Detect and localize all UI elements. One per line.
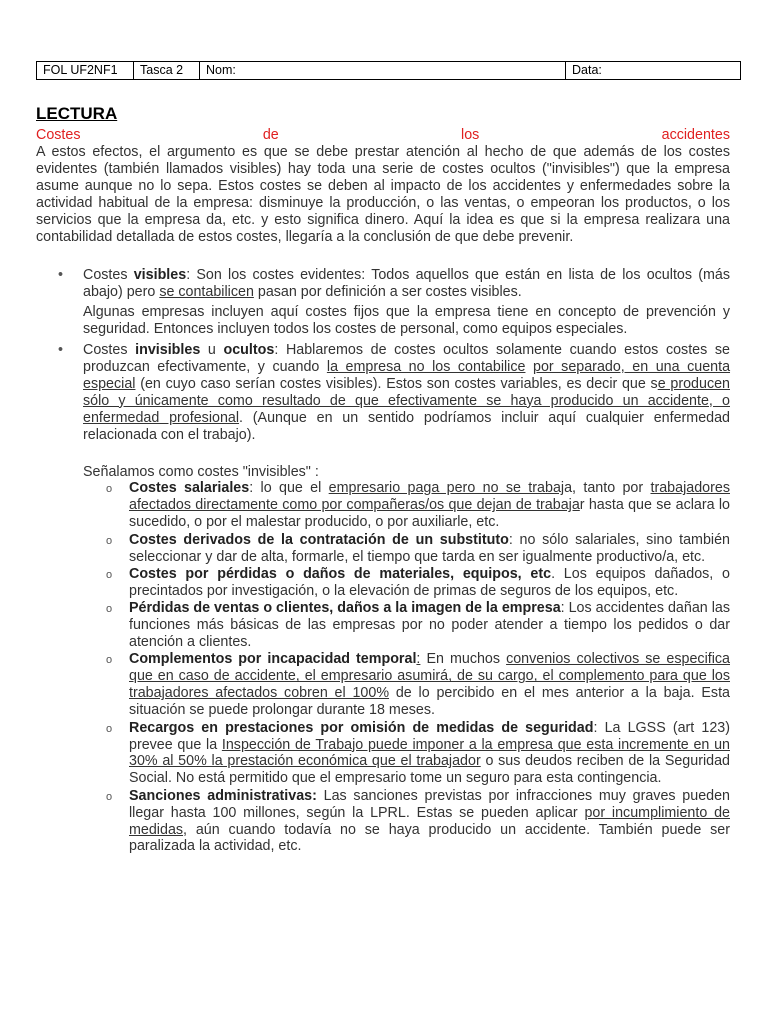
section-heading [36, 127, 730, 144]
intro-paragraph: A estos efectos, el argumento es que se debe prestar atención al hecho de que además de los costes evidentes (también llamados visibles) hay toda una serie de costes ocultos ("invisibles") que la empresa asume aunque no lo sepa. Estos costes se deben al impacto de los accidentes y enfermedades sobre la actividad habitual de la empresa: disminuye la producción, o las ventas, o empeoran los productos, o los servicios que la empresa da, etc. y esto significa dinero. Aquí la idea es que si la empresa realizara una contabilidad detallada de estos costes, llegaría a la conclusión de que debe prevenir. [36, 144, 730, 245]
list-item-visibles: • Costes visibles: Son los costes evidentes: Todos aquellos que están en lista de los ocultos (más abajo) pero se contabilicen pasan por definición a ser costes visibles. Algunas empresas incluyen aquí costes fijos que la empresa tiene en concepto de prevención y seguridad. Entonces incluyen todos los costes de personal, como equipos especiales. [36, 267, 730, 338]
visibles-note: Algunas empresas incluyen aquí costes fijos que la empresa tiene en concepto de prevención y seguridad. Entonces incluyen todos los costes de personal, como equipos especiales. [83, 304, 730, 338]
heading-word: Costes [36, 127, 81, 143]
list-item-perdidas: o Costes por pérdidas o daños de materiales, equipos, etc. Los equipos dañados, o precintados por investigación, o la elevación de primas de seguros de los equipos, etc. [36, 566, 730, 600]
invisible-costs-intro: Señalamos como costes "invisibles" : [83, 463, 319, 480]
list-item-ventas: o Pérdidas de ventas o clientes, daños a la imagen de la empresa: Los accidentes dañan las funciones más básicas de las empresas por no poder atender a tiempo los pedidos o dar atención a clientes. [36, 600, 730, 651]
heading-word: accidentes [661, 127, 730, 143]
header-date-label: Data: [572, 63, 602, 77]
list-item-sanciones: o Sanciones administrativas: Las sanciones previstas por infracciones muy graves pueden llegar hasta 100 millones, según la LPRL. Estas se pueden aplicar por incumplimiento de medidas, aún cuando todavía no se haya producido un accidente. También puede ser paralizada la actividad, etc. [36, 788, 730, 856]
list-item-recargos: o Recargos en prestaciones por omisión de medidas de seguridad: La LGSS (art 123) prevee que la Inspección de Trabajo puede imponer a la empresa que esta incremente en un 30% al 50% la prestación económica que el trabajador o sus deudos reciben de la Seguridad Social. No está permitido que el empresario tome un seguro para esta contingencia. [36, 720, 730, 788]
header-table [36, 61, 741, 80]
header-name-label: Nom: [200, 62, 566, 79]
list-item-invisibles: • Costes invisibles u ocultos: Hablaremos de costes ocultos solamente cuando estos costes se produzcan efectivamente, y cuando la empresa no los contabilice por separado, en una cuenta especial (en cuyo caso serían costes visibles). Estos son costes variables, es decir que se producen sólo y únicamente como resultado de que efectivamente se haya producido un accidente, o enfermedad profesional. (Aunque en un sentido podríamos incluir aquí cualquier enfermedad relacionada con el trabajo). [36, 342, 730, 443]
header-task: Tasca 2 [134, 62, 200, 79]
invisible-costs-list [36, 480, 730, 855]
cost-types-list [36, 267, 730, 443]
header-code: FOL UF2NF1 [37, 62, 134, 79]
list-item-substituto: o Costes derivados de la contratación de un substituto: no sólo salariales, sino también seleccionar y dar de alta, formarle, el tiempo que tarda en ser igualmente productivo/a, etc. [36, 532, 730, 566]
page-title: LECTURA [36, 104, 118, 123]
heading-word: los [461, 127, 480, 143]
list-item-complementos: o Complementos por incapacidad temporal: En muchos convenios colectivos se especifica que en caso de accidente, el empresario asumirá, de su cargo, el complemento para que los trabajadores afectados cobren el 100% de lo percibido en el mes anterior a la baja. Esta situación se puede prolongar durante 18 meses. [36, 651, 730, 719]
document-body [36, 127, 730, 856]
list-item-salariales: o Costes salariales: lo que el empresario paga pero no se trabaja, tanto por trabajadores afectados directamente como por compañeras/os que dejan de trabajar hasta que se aclara lo sucedido, o por el malestar producido, o por auxiliarle, etc. [36, 480, 730, 531]
heading-word: de [262, 127, 279, 143]
